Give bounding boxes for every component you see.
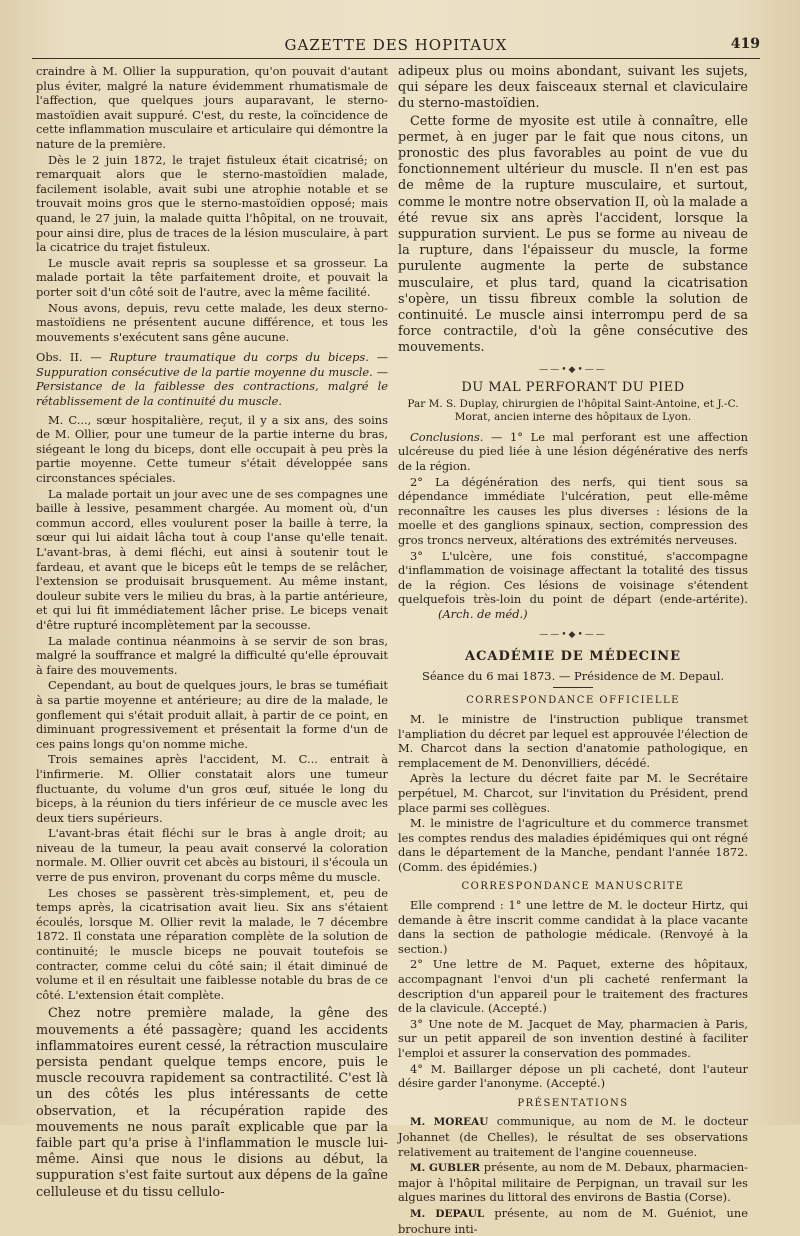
left-column <box>36 64 388 1200</box>
section-title: DU MAL PERFORANT DU PIED <box>461 380 685 396</box>
paragraph: Dès le 2 juin 1872, le trajet fistuleux était cicatrisé; on remarquait alors que le sterno-mastoïdien malade, facilement isolable, avait subi une atrophie notable et se trouvait moins gros que le sterno-mastoïdien opposé; mais quand, le 27 juin, la malade quitta l'hôpital, on ne trouvait, pour ainsi dire, plus de traces de la lésion musculaire, à part la cicatrice du trajet fistuleux. <box>36 152 388 255</box>
paragraph: Chez notre première malade, la gêne des mouvements a été passagère; quand les accidents inflammatoires eurent cessé, la rétraction musculaire persista pendant quelque temps encore, puis le muscle recouvra rapidement sa contractilité. C'est là un des côtés les plus intéressants de cette observation, et la récupération rapide des mouvements ne nous paraît explicable que par la faible part qu'a prise à l'inflammation le muscle lui-même. Ainsi que nous le disions au début, la suppuration s'est faite surtout aux dépens de la gaîne celluleuse et du tissu cellulo- <box>36 1006 388 1200</box>
paragraph: Nous avons, depuis, revu cette malade, les deux sterno-mastoïdiens ne présentent aucune différence, et tous les mouvements s'exécutent sans gêne aucune. <box>36 300 388 344</box>
observation-label: Obs. II. — <box>36 350 102 365</box>
paragraph: 2° Une lettre de M. Paquet, externe des hôpitaux, accompagnant l'envoi d'un pli cacheté renfermant la description d'un appareil pour le traitement des fractures de la clavicule. (Accepté.) <box>398 957 748 1016</box>
academy-title: ACADÉMIE DE MÉDECINE <box>464 649 681 665</box>
presenter-name: M. DEPAUL <box>410 1207 485 1220</box>
paragraph <box>398 430 748 474</box>
paragraph: Cependant, au bout de quelques jours, le bras se tuméfiait à sa partie moyenne et antérieure; au dire de la malade, le gonflement qui s'était produit allait, à partir de ce point, en diminuant progressivement et présentait la forme d'un de ces pains longs qu'on nomme miche. <box>36 678 388 751</box>
paragraph: L'avant-bras était fléchi sur le bras à angle droit; au niveau de la tumeur, la peau avait conservé la coloration normale. M. Ollier ouvrit cet abcès au bistouri, il s'écoula un verre de pus environ, provenant du corps même du muscle. <box>36 826 388 885</box>
paragraph: craindre à M. Ollier la suppuration, qu'on pouvait d'autant plus éviter, malgré la nature évidemment rhumatismale de l'affection, que quelques jours auparavant, le sterno-mastoïdien avait suppuré. C'est, du reste, la coïncidence de cette inflammation musculaire et articulaire qui démontre la nature de la première. <box>36 64 388 151</box>
paragraph: La malade portait un jour avec une de ses compagnes une baille à lessive, pesamment chargée. Au moment où, d'un commun accord, elles voulurent poser la baille à terre, la sœur qui lui aidait lâcha tout à coup l'anse qu'elle tenait. L'avant-bras, à demi fléchi, eut ainsi à soutenir tout le fardeau, et avant que le biceps eût le temps de se relâcher, l'extension se produisait brusquement. Au même instant, douleur subite vers le milieu du bras, à la partie antérieure, et qui lui fit immédiatement lâcher prise. Le biceps venait d'être rupturé incomplètement par la secousse. <box>36 486 388 632</box>
section-divider: ——•◆•—— <box>539 364 607 375</box>
paragraph: 3° Une note de M. Jacquet de May, pharmacien à Paris, sur un petit appareil de son invention destiné à faciliter l'emploi et assurer la conservation des pommades. <box>398 1016 748 1060</box>
journal-title: GAZETTE DES HOPITAUX <box>284 36 508 54</box>
observation-title: Rupture traumatique du corps du biceps. — Suppuration consécutive de la partie moyenne du muscle. — Persistance de la faiblesse des contractions, malgré le rétablissement de la continuité du muscle. <box>36 350 388 409</box>
presenter-name: M. MOREAU <box>410 1116 489 1129</box>
right-column <box>398 64 749 1236</box>
section-divider: ——•◆•—— <box>539 629 607 640</box>
presentation-text: communique, au nom de M. le docteur Johannet (de Chelles), le résultat de ses observations relativement au traitement de l'angine couenneuse. <box>398 1114 748 1159</box>
paragraph: Le muscle avait repris sa souplesse et sa grosseur. La malade portait la tête parfaitement droite, et pouvait la porter soit d'un côté soit de l'autre, avec la même facilité. <box>36 255 388 299</box>
authors-line: Par M. S. Duplay, chirurgien de l'hôpital Saint-Antoine, et J.-C. Morat, ancien interne des hôpitaux de Lyon. <box>407 397 739 423</box>
page-number: 419 <box>730 36 760 52</box>
rubric-manuscript: CORRESPONDANCE MANUSCRITE <box>461 881 685 893</box>
paragraph: Elle comprend : 1° une lettre de M. le docteur Hirtz, qui demande à être inscrit comme candidat à la place vacante dans la section de pathologie médicale. (Renvoyé à la section.) <box>398 898 748 956</box>
paragraph: M. le ministre de l'agriculture et du commerce transmet les comptes rendus des maladies épidémiques qui ont régné dans le département de la Manche, pendant l'année 1872. (Comm. des épidémies.) <box>398 816 748 874</box>
paragraph: M. C..., sœur hospitalière, reçut, il y a six ans, des soins de M. Ollier, pour une tumeur de la partie interne du bras, siégeant le long du biceps, dont elle occupait à peu près la partie moyenne. Cette tumeur s'était développée sans circonstances spéciales. <box>36 412 388 486</box>
paragraph: 4° M. Baillarger dépose un pli cacheté, dont l'auteur désire garder l'anonyme. (Accepté.) <box>398 1061 748 1091</box>
short-rule <box>553 687 593 688</box>
session-line: Séance du 6 mai 1873. — Présidence de M. Depaul. <box>421 668 725 683</box>
presentation-text: présente, au nom de M. Guéniot, une brochure inti- <box>398 1205 748 1236</box>
paragraph: Cette forme de myosite est utile à connaître, elle permet, à en juger par le fait que nous citons, un pronostic des plus favorables au point de vue du fonctionnement ultérieur du muscle. Il n'en est pas de même de la rupture musculaire, et surtout, comme le montre notre observation II, où la malade a été revue six ans après l'accident, lorsque la suppuration survient. Le pus se forme au niveau de la rupture, dans l'épaisseur du muscle, la forme purulente augmente la perte de substance musculaire, et plus tard, quand la cicatrisation s'opère, un tissu fibreux comble la solution de continuité. Le muscle ainsi interrompu perd de sa force contractile, d'où la gêne consécutive des mouvements. <box>398 113 748 356</box>
paragraph: M. le ministre de l'instruction publique transmet l'ampliation du décret par lequel est approuvée l'élection de M. Charcot dans la section d'anatomie pathologique, en remplacement de M. Denonvilliers, décédé. <box>398 711 748 770</box>
paragraph: adipeux plus ou moins abondant, suivant les sujets, qui sépare les deux faisceaux sternal et claviculaire du sterno-mastoïdien. <box>398 64 748 112</box>
paragraph <box>398 549 748 622</box>
presentation-text: présente, au nom de M. Debaux, pharmacien-major à l'hôpital militaire de Perpignan, un travail sur les algues marines du littoral des environs de Bastia (Corse). <box>398 1160 749 1205</box>
paragraph: La malade continua néanmoins à se servir de son bras, malgré la souffrance et malgré la difficulté qu'elle éprouvait à faire des mouvements. <box>36 633 388 677</box>
paragraph <box>398 1114 748 1159</box>
rubric-official: CORRESPONDANCE OFFICIELLE <box>466 695 680 707</box>
paragraph <box>398 1160 748 1205</box>
conclusions-label: Conclusions. <box>410 429 484 444</box>
rubric-presentations: PRÉSENTATIONS <box>517 1097 629 1109</box>
conclusion-2: 2° La dégénération des nerfs, qui tient sous sa dépendance immédiate l'ulcération, peut elle-même reconnaître les causes les plus diverses : lésions de la moelle et des ganglions spinaux, section, compression des gros troncs nerveux, altérations des extrémités nerveuses. <box>398 474 748 547</box>
observation-heading <box>36 350 388 408</box>
conclusion-3: 3° L'ulcère, une fois constitué, s'accompagne d'inflammation de voisinage affectant la totalité des tissus de la région. Ces lésions de voisinage s'étendent quelquefois très-loin du point de départ (ende-artérite). <box>398 548 748 607</box>
paragraph <box>398 1206 748 1236</box>
source-reference: (Arch. de méd.) <box>438 606 528 621</box>
presenter-name: M. GUBLER <box>410 1162 481 1175</box>
conclusion-1: — 1° Le mal perforant est une affection ulcéreuse du pied liée à une lésion dégénérative des nerfs de la région. <box>398 429 748 474</box>
paragraph: Les choses se passèrent très-simplement, et, peu de temps après, la cicatrisation avait lieu. Six ans s'étaient écoulés, lorsque M. Ollier revit la malade, le 7 décembre 1872. Il constata une réparation complète de la solution de continuité; le muscle biceps ne pouvait toutefois se contracter, comme celui du côté sain; il était diminué de volume et il en résultait une faiblesse notable du bras de ce côté. L'extension était complète. <box>36 885 388 1002</box>
paragraph: Après la lecture du décret faite par M. le Secrétaire perpétuel, M. Charcot, sur l'invitation du Président, prend place parmi ses collègues. <box>398 771 748 815</box>
page-header <box>32 34 760 59</box>
paragraph: Trois semaines après l'accident, M. C... entrait à l'infirmerie. M. Ollier constatait alors une tumeur fluctuante, du volume d'un gros œuf, située le long du biceps, à la réunion du tiers inférieur de ce muscle avec les deux tiers supérieurs. <box>36 752 388 825</box>
